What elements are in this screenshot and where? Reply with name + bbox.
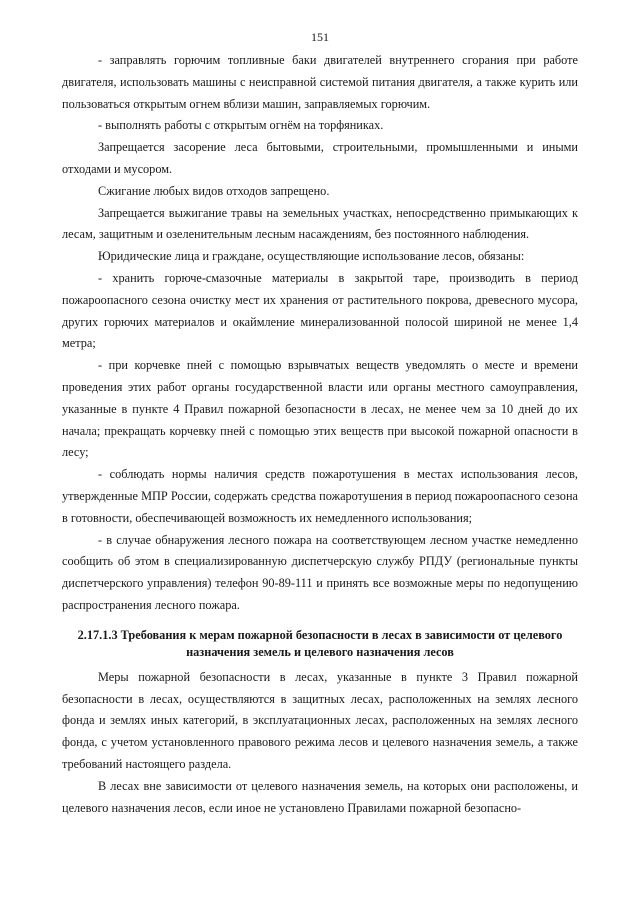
section-heading: 2.17.1.3 Требования к мерам пожарной безопасности в лесах в зависимости от целевого назначения земель и целевого назначения лесов [77, 627, 563, 659]
paragraph: - при корчевке пней с помощью взрывчатых веществ уведомлять о месте и времени проведения этих работ органы государственной власти или органы местного самоуправления, указанные в пункте 4 Правил пожарной безопасности в лесах, не менее чем за 10 дней до их начала; прекращать корчевку пней с помощью этих веществ при высокой пожарной опасности в лесу; [62, 358, 578, 460]
paragraph: Запрещается засорение леса бытовыми, строительными, промышленными и иными отходами и мусором. [62, 140, 578, 176]
paragraph: - выполнять работы с открытым огнём на торфяниках. [98, 118, 384, 133]
paragraph: - соблюдать нормы наличия средств пожаротушения в местах использования лесов, утвержденные МПР России, содержать средства пожаротушения в период пожароопасного сезона в готовности, обеспечивающей возможность их немедленного использования; [62, 467, 578, 525]
paragraph: В лесах вне зависимости от целевого назначения земель, на которых они расположены, и целевого назначения лесов, если иное не установлено Правилами пожарной безопасно- [62, 778, 578, 815]
paragraph: Меры пожарной безопасности в лесах, указанные в пункте 3 Правил пожарной безопасности в лесах, осуществляются в защитных лесах, расположенных на землях лесного фонда и землях иных категорий, в эксплуатационных лесах, расположенных на землях лесного фонда, с учетом установленного правового режима лесов и целевого назначения земель, а также требований настоящего раздела. [62, 669, 578, 771]
paragraph: - хранить горюче-смазочные материалы в закрытой таре, производить в период пожароопасного сезона очистку мест их хранения от растительного покрова, древесного мусора, других горючих материалов и окаймление минерализованной полосой шириной не менее 1,4 метра; [62, 270, 578, 351]
paragraph: - в случае обнаружения лесного пожара на соответствующем лесном участке немедленно сообщить об этом в специализированную диспетчерскую службу РПДУ (региональные пункты диспетчерского управления) телефон 90-89-111 и принять все возможные меры по недопущению распространения лесного пожара. [62, 532, 578, 612]
paragraph: - заправлять горючим топливные баки двигателей внутреннего сгорания при работе двигателя, использовать машины с неисправной системой питания двигателя, а также курить или пользоваться открытым огнем вблизи машин, заправляемых горючим. [62, 53, 578, 111]
paragraph: Юридические лица и граждане, осуществляющие использование лесов, обязаны: [98, 249, 525, 264]
paragraph: Запрещается выжигание травы на земельных участках, непосредственно примыкающих к лесам, защитным и озеленительным лесным насаждениям, без постоянного наблюдения. [62, 205, 578, 242]
paragraph: Сжигание любых видов отходов запрещено. [98, 183, 330, 198]
document-body [62, 50, 578, 819]
page-number: 151 [311, 30, 329, 44]
